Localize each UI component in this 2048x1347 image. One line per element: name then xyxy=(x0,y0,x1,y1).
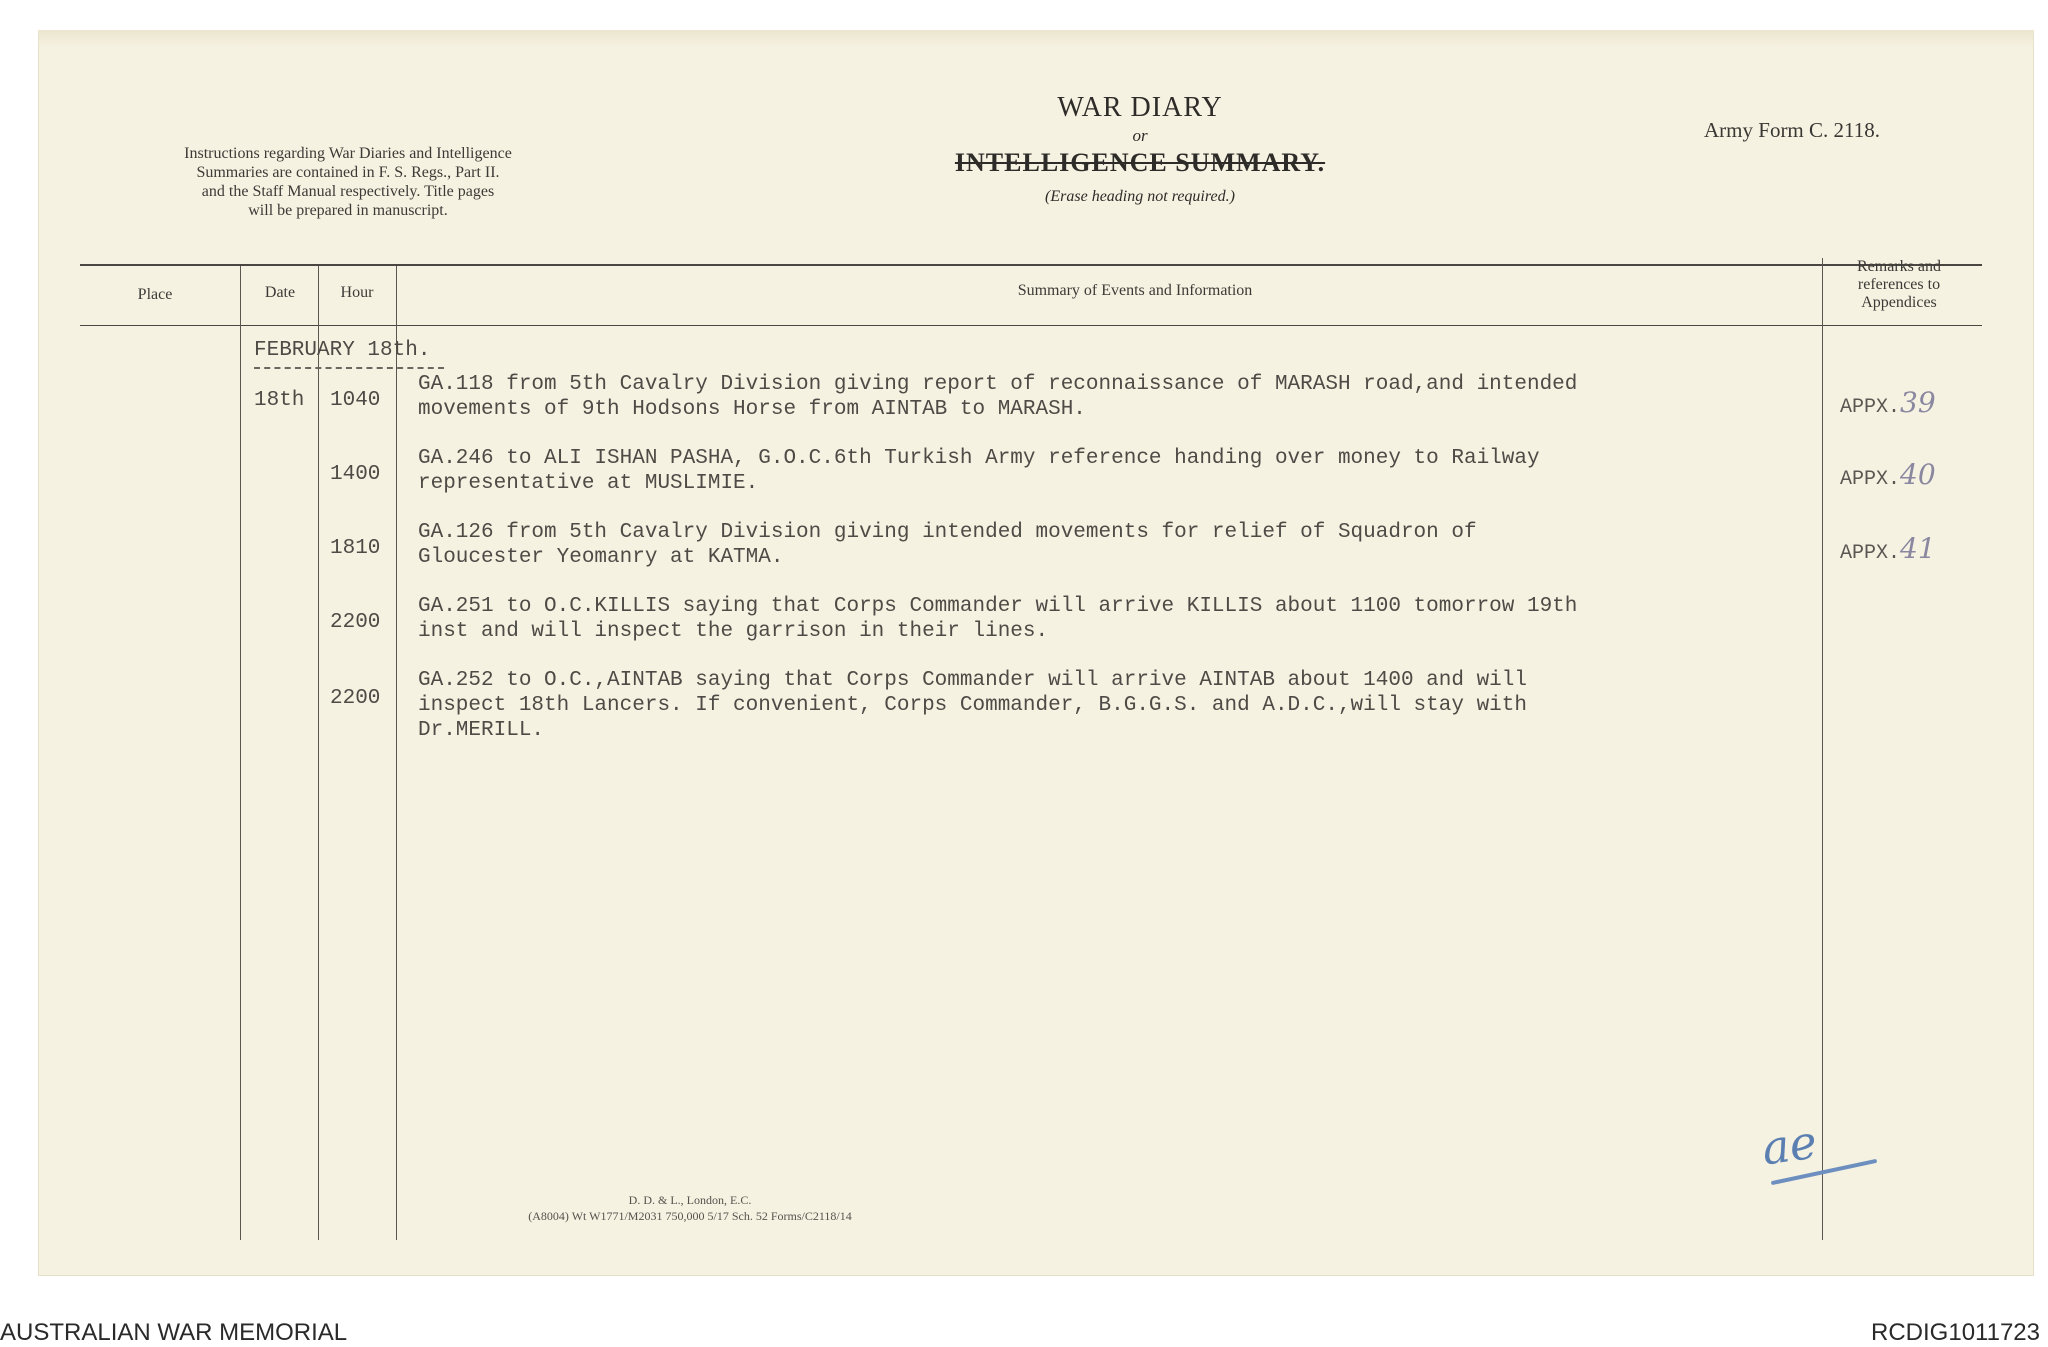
printer-imprint xyxy=(430,1192,950,1224)
appendix-number: 40 xyxy=(1900,458,1936,491)
entry-text-line: movements of 9th Hodsons Horse from AINTAB to MARASH. xyxy=(418,398,1086,421)
appendix-reference xyxy=(1840,386,1936,419)
column-header-date: Date xyxy=(264,284,296,301)
column-header-place: Place xyxy=(137,286,173,303)
entry-hour: 2200 xyxy=(330,687,381,710)
form-title-or: or xyxy=(1132,126,1148,145)
entry-hour: 1040 xyxy=(330,389,381,412)
appendix-label: APPX. xyxy=(1840,396,1901,419)
entry-text-line: inst and will inspect the garrison in their lines. xyxy=(418,620,1049,643)
entry-text-line: GA.251 to O.C.KILLIS saying that Corps Commander will arrive KILLIS about 1100 tomorrow 19th xyxy=(418,595,1578,618)
column-divider-summary xyxy=(1822,258,1823,1240)
erase-note: (Erase heading not required.) xyxy=(1045,188,1235,205)
heading-underline xyxy=(254,367,444,369)
instructions-text xyxy=(88,144,608,220)
footer-institution: AUSTRALIAN WAR MEMORIAL xyxy=(0,1319,348,1346)
diary-date-heading: FEBRUARY 18th. xyxy=(254,339,431,362)
footer-record-id: RCDIG1011723 xyxy=(1871,1319,2040,1346)
table-header-rule xyxy=(80,325,1982,326)
imprint-line: D. D. & L., London, E.C. xyxy=(628,1193,752,1207)
remarks-line: Appendices xyxy=(1861,294,1937,311)
form-title: WAR DIARY xyxy=(1057,92,1223,123)
appendix-reference xyxy=(1840,532,1936,565)
entry-text-line: Gloucester Yeomanry at KATMA. xyxy=(418,546,784,569)
imprint-line: (A8004) Wt W1771/M2031 750,000 5/17 Sch. 52 Forms/C2118/14 xyxy=(528,1209,852,1223)
entry-hour: 2200 xyxy=(330,611,381,634)
appendix-label: APPX. xyxy=(1840,468,1901,491)
entry-hour: 1810 xyxy=(330,537,381,560)
instructions-line: will be prepared in manuscript. xyxy=(248,202,448,219)
remarks-line: references to xyxy=(1857,276,1941,293)
entry-date: 18th xyxy=(254,389,305,412)
column-header-remarks xyxy=(1828,258,1970,312)
remarks-line: Remarks and xyxy=(1857,258,1941,275)
handwritten-initials: ae xyxy=(1758,1114,1821,1176)
instructions-line: Instructions regarding War Diaries and Intelligence xyxy=(184,145,512,162)
column-divider-date xyxy=(318,266,319,1240)
entry-text-line: GA.126 from 5th Cavalry Division giving intended movements for relief of Squadron of xyxy=(418,521,1477,544)
column-divider-hour xyxy=(396,266,397,1240)
column-divider-place xyxy=(240,266,241,1240)
form-title-block xyxy=(880,92,1400,206)
entry-text-line: GA.252 to O.C.,AINTAB saying that Corps Commander will arrive AINTAB about 1400 and will xyxy=(418,669,1527,692)
appendix-number: 41 xyxy=(1900,532,1936,565)
column-header-hour: Hour xyxy=(340,284,374,301)
form-number: Army Form C. 2118. xyxy=(1704,118,1880,142)
appendix-label: APPX. xyxy=(1840,542,1901,565)
appendix-reference xyxy=(1840,458,1936,491)
entry-text-line: GA.118 from 5th Cavalry Division giving report of reconnaissance of MARASH road,and intended xyxy=(418,373,1578,396)
form-subtitle: INTELLIGENCE SUMMARY. xyxy=(954,148,1326,177)
entry-text-line: inspect 18th Lancers. If convenient, Corps Commander, B.G.G.S. and A.D.C.,will stay with xyxy=(418,694,1527,717)
instructions-line: Summaries are contained in F. S. Regs., Part II. xyxy=(196,164,500,181)
entry-hour: 1400 xyxy=(330,463,381,486)
entry-text-line: representative at MUSLIMIE. xyxy=(418,472,759,495)
entry-text-line: Dr.MERILL. xyxy=(418,719,545,742)
instructions-line: and the Staff Manual respectively. Title pages xyxy=(201,183,495,200)
appendix-number: 39 xyxy=(1900,386,1936,419)
entry-text-line: GA.246 to ALI ISHAN PASHA, G.O.C.6th Turkish Army reference handing over money to Railway xyxy=(418,447,1540,470)
column-header-summary: Summary of Events and Information xyxy=(1017,282,1253,299)
table-top-rule xyxy=(80,264,1982,266)
